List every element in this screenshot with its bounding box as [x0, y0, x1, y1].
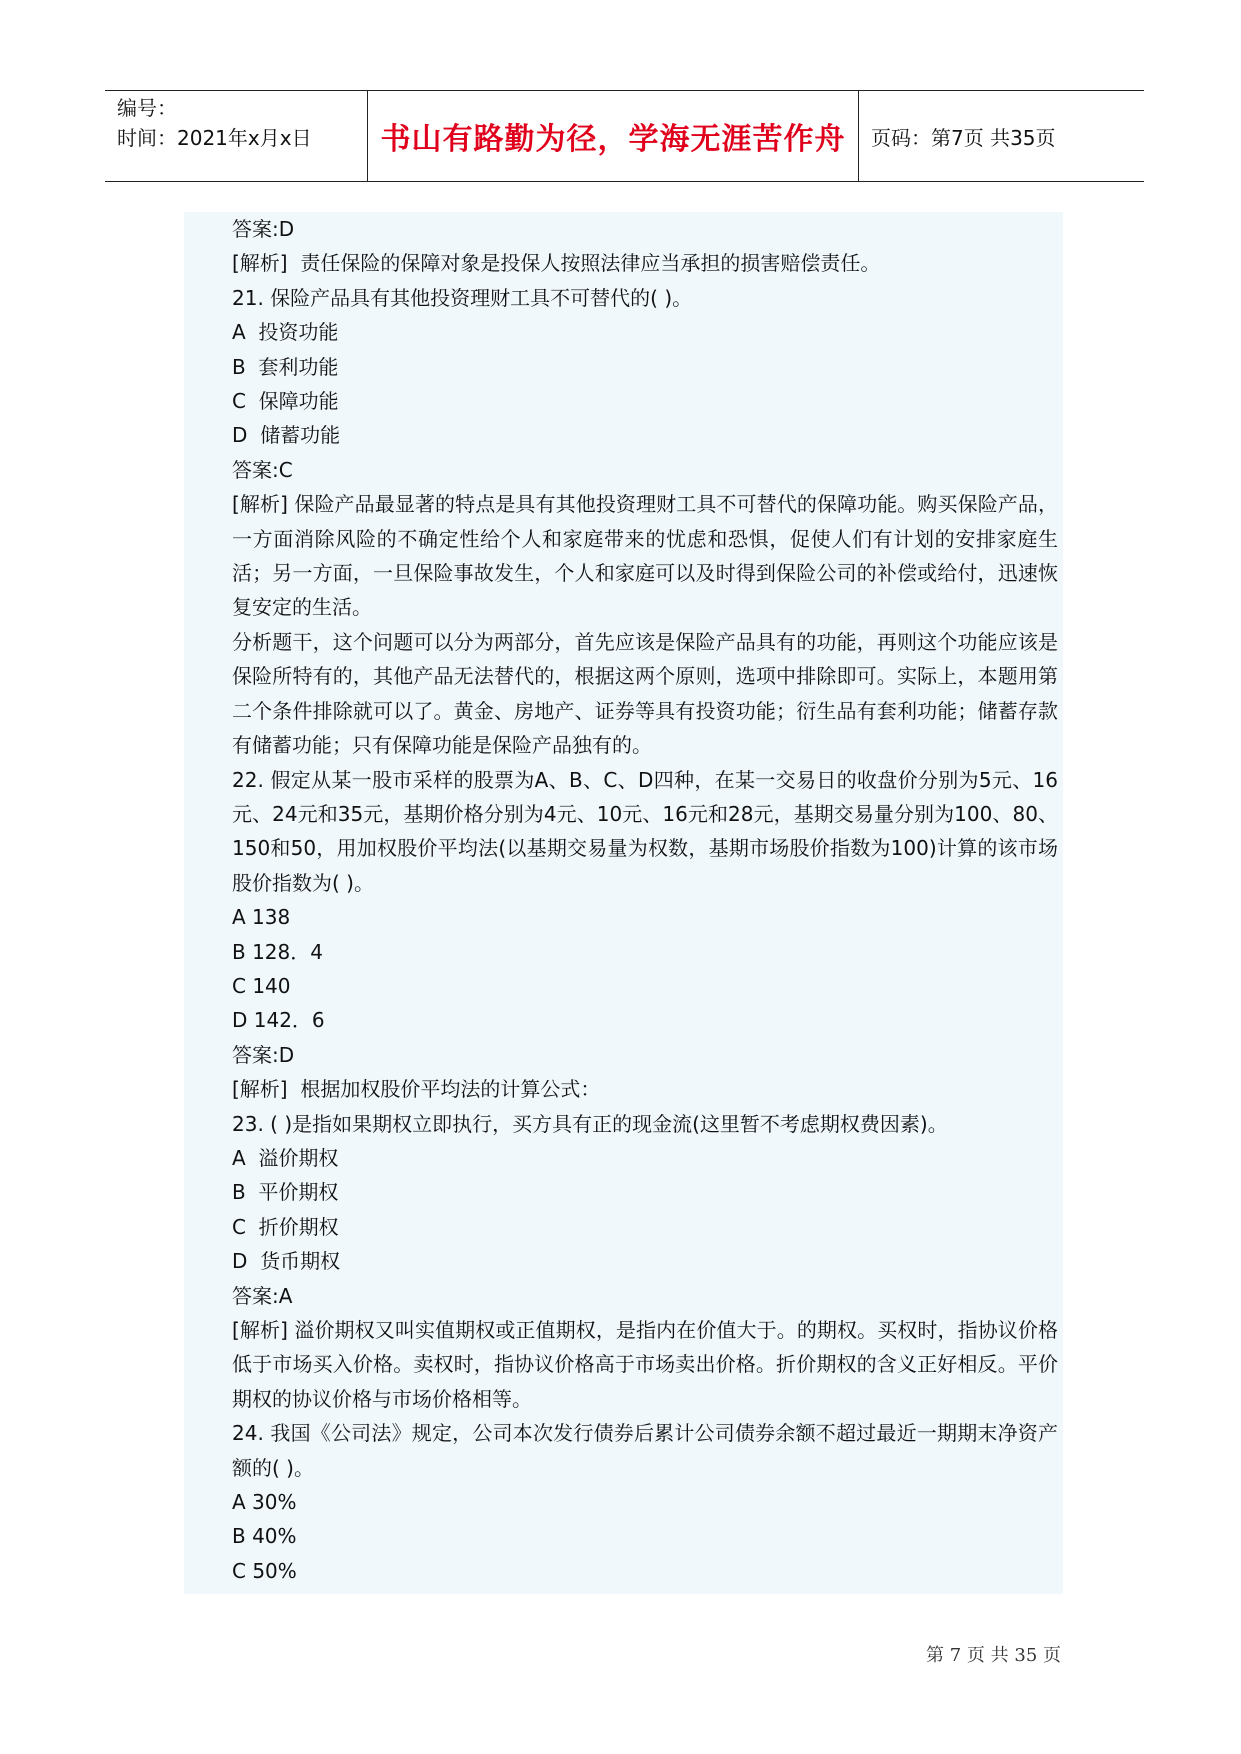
serial-label: 编号： [117, 96, 177, 120]
question-21: 21. 保险产品具有其他投资理财工具不可替代的( )。 [232, 285, 693, 310]
motto-text: 书山有路勤为径，学海无涯苦作舟 [380, 122, 846, 157]
answer: 答案:A [232, 1283, 293, 1308]
text-line: 答案:D [232, 217, 295, 241]
question-24: 24. 我国《公司法》规定，公司本次发行债券后累计公司债券余额不超过最近一期期末净资产额的( )。 [232, 1421, 1058, 1480]
page-label: 页码：第7页 共35页 [871, 125, 1056, 150]
analysis-paragraph: 分析题干，这个问题可以分为两部分，首先应该是保险产品具有的功能，再则这个功能应该是保险所特有的，其他产品无法替代的，根据这两个原则，选项中排除即可。实际上，本题用第二个条件排除就可以了。黄金、房地产、证券等具有投资功能；衍生品有套利功能；储蓄存款有储蓄功能；只有保障功能是保险产品独有的。 [232, 629, 1058, 758]
answer: 答案:D [232, 1042, 295, 1067]
document-body [184, 212, 1063, 1594]
text-line: [解析] 责任保险的保障对象是投保人按照法律应当承担的损害赔偿责任。 [232, 251, 881, 276]
option-d: D 储蓄功能 [232, 423, 341, 448]
option-b: B 平价期权 [232, 1180, 339, 1205]
option-d: D 142．6 [232, 1008, 325, 1033]
option-c: C 保障功能 [232, 389, 339, 414]
header-motto-cell [368, 91, 859, 181]
option-c: C 50% [232, 1558, 297, 1583]
option-b: B 40% [232, 1524, 297, 1549]
time-label: 时间：2021年x月x日 [117, 126, 312, 150]
option-c: C 140 [232, 973, 291, 998]
analysis-paragraph: [解析] 溢价期权又叫实值期权或正值期权，是指内在价值大于。的期权。买权时，指协议价格低于市场买入价格。卖权时，指协议价格高于市场卖出价格。折价期权的含义正好相反。平价期权的协议价格与市场价格相等。 [232, 1318, 1058, 1411]
question-22: 22. 假定从某一股市采样的股票为A、B、C、D四种，在某一交易日的收盘价分别为5元、16元、24元和35元，基期价格分别为4元、10元、16元和28元，基期交易量分别为100、80、150和50，用加权股价平均法(以基期交易量为权数，基期市场股价指数为100)计算的该市场股价指数为( )。 [232, 767, 1058, 895]
option-d: D 货币期权 [232, 1249, 341, 1274]
answer: 答案:C [232, 457, 293, 482]
page-header [105, 90, 1144, 182]
option-a: A 30% [232, 1490, 297, 1515]
header-info-cell [105, 91, 368, 181]
option-c: C 折价期权 [232, 1214, 339, 1239]
question-23: 23. ( )是指如果期权立即执行，买方具有正的现金流(这里暂不考虑期权费因素)。 [232, 1111, 948, 1136]
option-a: A 138 [232, 905, 291, 930]
analysis-paragraph: [解析] 保险产品最显著的特点是具有其他投资理财工具不可替代的保障功能。购买保险产品，一方面消除风险的不确定性给个人和家庭带来的忧虑和恐惧，促使人们有计划的安排家庭生活；另一方面，一旦保险事故发生，个人和家庭可以及时得到保险公司的补偿或给付，迅速恢复安定的生活。 [232, 492, 1058, 620]
option-a: A 投资功能 [232, 320, 339, 345]
header-page-cell [859, 91, 1144, 181]
page-footer: 第 7 页 共 35 页 [926, 1645, 1061, 1666]
option-b: B 套利功能 [232, 354, 339, 379]
option-b: B 128．4 [232, 939, 323, 964]
analysis-line: [解析] 根据加权股价平均法的计算公式： [232, 1077, 601, 1102]
option-a: A 溢价期权 [232, 1145, 339, 1170]
